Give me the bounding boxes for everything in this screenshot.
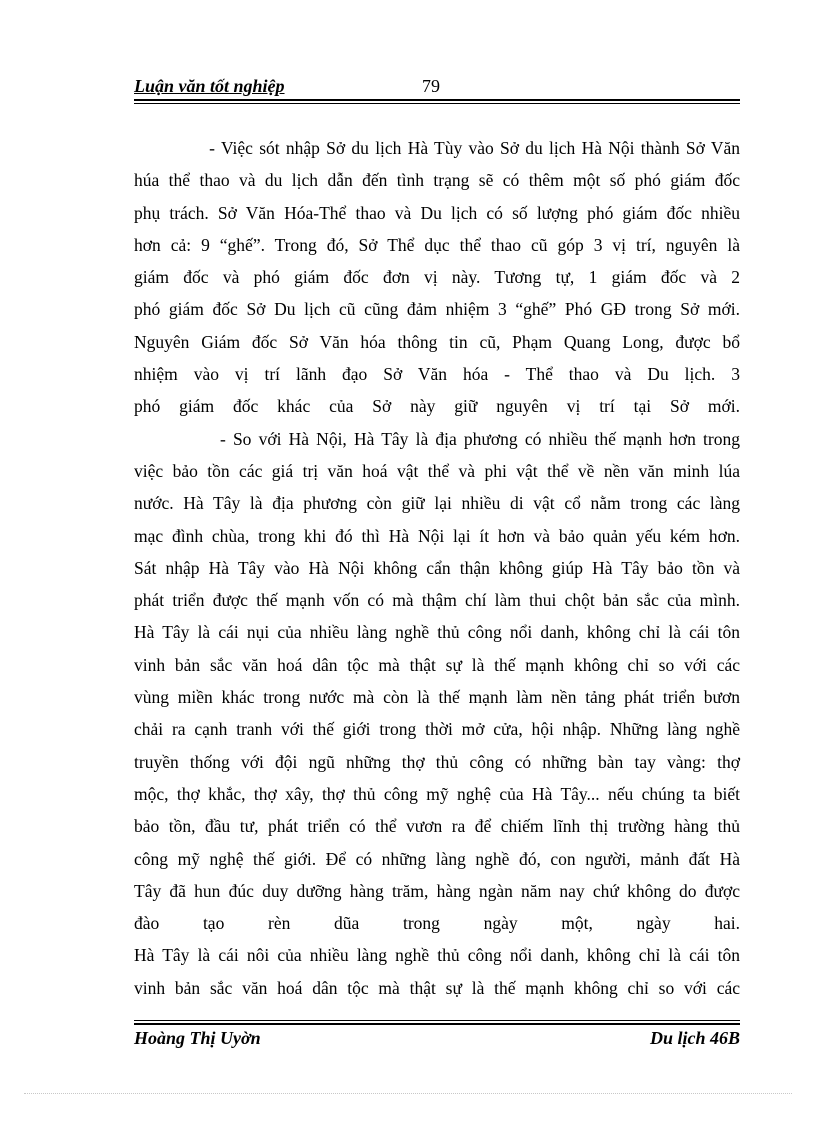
text-line: việc bảo tồn các giá trị văn hoá vật thể và phi vật thể về nền văn minh lúa <box>134 460 740 481</box>
header-rule-thick <box>134 99 740 101</box>
page-bottom-divider <box>24 1093 792 1094</box>
footer-rule-thin <box>134 1020 740 1021</box>
text-line: vùng miền khác trong nước mà còn là thế mạnh làm nền tảng phát triển bươn <box>134 687 740 708</box>
header-rule-thin <box>134 103 740 104</box>
text-line: phó giám đốc Sở Du lịch cũ cũng đảm nhiệm 3 “ghế” Phó GĐ trong Sở mới. <box>134 299 740 320</box>
text-line: hơn cả: 9 “ghế”. Trong đó, Sở Thể dục thể thao cũ góp 3 vị trí, nguyên là <box>134 234 740 255</box>
text-line: húa thể thao và du lịch dẫn đến tình trạng sẽ có thêm một số phó giám đốc <box>134 170 740 191</box>
thesis-title: Luận văn tốt nghiệp <box>134 76 285 96</box>
text-line: nhiệm vào vị trí lãnh đạo Sở Văn hóa - Thể thao và Du lịch. 3 <box>134 364 740 385</box>
text-line: - So với Hà Nội, Hà Tây là địa phương có nhiều thế mạnh hơn trong <box>134 428 740 449</box>
text-line: truyền thống với đội ngũ những thợ thủ công có những bàn tay vàng: thợ <box>134 751 740 772</box>
text-line: chải ra cạnh tranh với thế giới trong thời mở cửa, hội nhập. Những làng nghề <box>134 719 740 740</box>
text-line: Sát nhập Hà Tây vào Hà Nội không cẩn thận không giúp Hà Tây bảo tồn và <box>134 557 740 578</box>
body-text <box>134 132 740 1004</box>
text-line: phát triển được thế mạnh vốn có mà thậm chí làm thui chột bản sắc của mình. <box>134 590 740 611</box>
page-footer <box>134 1028 740 1052</box>
text-line: đào tạo rèn dũa trong ngày một, ngày hai. <box>134 913 740 934</box>
text-line: giám đốc và phó giám đốc đơn vị này. Tương tự, 1 giám đốc và 2 <box>134 267 740 288</box>
class-name: Du lịch 46B <box>649 1028 740 1048</box>
text-line: - Việc sót nhập Sở du lịch Hà Tùy vào Sở du lịch Hà Nội thành Sở Văn <box>134 138 740 158</box>
page-number: 79 <box>422 76 440 96</box>
text-line: Tây đã hun đúc duy dưỡng hàng trăm, hàng ngàn năm nay chứ không do được <box>134 880 740 901</box>
text-line: vinh bản sắc văn hoá dân tộc mà thật sự là thế mạnh không chỉ so với các <box>134 977 740 998</box>
text-line: công mỹ nghệ thế giới. Để có những làng nghề đó, con người, mảnh đất Hà <box>134 848 740 869</box>
text-line: Hà Tây là cái nôi của nhiều làng nghề thủ công nổi danh, không chỉ là cái tôn <box>134 945 740 966</box>
text-line: mạc đình chùa, trong khi đó thì Hà Nội lại ít hơn và bảo quản yếu kém hơn. <box>134 525 740 546</box>
text-line: bảo tồn, đầu tư, phát triển có thể vươn ra để chiếm lĩnh thị trường hàng thủ <box>134 816 740 837</box>
footer-rule-thick <box>134 1023 740 1025</box>
author-name: Hoàng Thị Uyờn <box>134 1028 261 1048</box>
text-line: Nguyên Giám đốc Sở Văn hóa thông tin cũ, Phạm Quang Long, được bổ <box>134 331 740 352</box>
text-line: Hà Tây là cái nụi của nhiều làng nghề thủ công nổi danh, không chỉ là cái tôn <box>134 622 740 643</box>
text-line: phụ trách. Sở Văn Hóa-Thể thao và Du lịch có số lượng phó giám đốc nhiều <box>134 202 740 223</box>
page-header <box>134 76 740 100</box>
text-line: phó giám đốc khác của Sở này giữ nguyên vị trí tại Sở mới. <box>134 396 740 417</box>
text-line: nước. Hà Tây là địa phương còn giữ lại nhiều di vật cổ nằm trong các làng <box>134 493 740 514</box>
text-line: vinh bản sắc văn hoá dân tộc mà thật sự là thế mạnh không chỉ so với các <box>134 654 740 675</box>
text-line: mộc, thợ khắc, thợ xây, thợ thủ công mỹ nghệ của Hà Tây... nếu chúng ta biết <box>134 783 740 804</box>
